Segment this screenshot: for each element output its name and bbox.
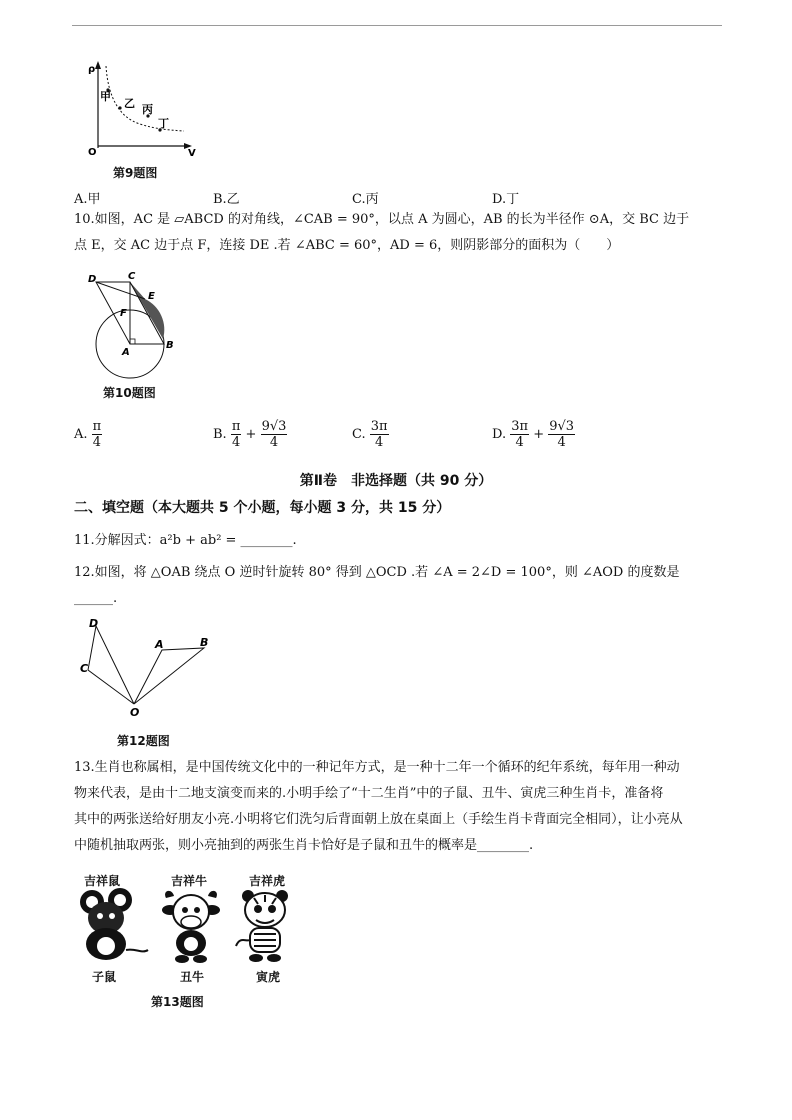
q10-label-d: D [88, 274, 97, 285]
q10-option-d-den: 4 [515, 435, 524, 450]
q12-label-c: C [80, 662, 89, 675]
section-fill-in-title: 二、填空题（本大题共 5 个小题，每小题 3 分，共 15 分） [74, 500, 451, 516]
q12-label-o: O [130, 706, 140, 719]
q9-graph [80, 58, 200, 160]
q10-option-d-label: D. [492, 427, 507, 442]
q10-option-b-den2: 4 [269, 435, 279, 450]
q10-option-b [213, 419, 287, 450]
q10-option-d-plus: + [533, 427, 545, 442]
q10-option-a-num: π [92, 419, 102, 434]
q12-label-a: A [155, 638, 164, 651]
q10-option-a-fraction [92, 419, 103, 450]
q9-label-bing: 丙 [142, 103, 153, 116]
q13-card-rat-name: 子鼠 [92, 970, 117, 984]
q10-option-c-num: 3π [370, 419, 388, 434]
part2-title: 第Ⅱ卷 非选择题（共 90 分） [299, 473, 493, 489]
ox-icon [158, 888, 224, 964]
q9-option-c: C.丙 [352, 192, 379, 207]
q10-label-c: C [128, 271, 136, 282]
q9-label-ding: 丁 [158, 117, 169, 130]
q10-option-c-fraction [370, 419, 389, 450]
q10-option-d-fraction-2 [548, 419, 575, 450]
q10-option-c [352, 419, 389, 450]
q13-card-rat-title: 吉祥鼠 [84, 874, 121, 888]
q12-triangle-ocd [88, 626, 134, 704]
rat-icon [70, 888, 150, 964]
q12-label-d: D [89, 617, 99, 630]
q13-line-2: 物来代表，是由十二地支演变而来的.小明手绘了“十二生肖”中的子鼠、丑牛、寅虎三种生肖卡，准备将 [74, 786, 664, 801]
q10-option-a-label: A. [74, 427, 88, 442]
q10-option-b-num2: 9√3 [261, 419, 287, 434]
q10-option-d-num: 3π [511, 419, 529, 434]
q9-label-y: ρ [88, 64, 96, 75]
q10-option-c-label: C. [352, 427, 366, 442]
q13-card-tiger-name: 寅虎 [256, 970, 281, 984]
q12-figure [76, 612, 216, 722]
q13-caption: 第13题图 [151, 995, 204, 1009]
q10-caption: 第10题图 [103, 386, 156, 400]
q10-label-f: F [120, 308, 127, 319]
q10-option-d-num2: 9√3 [549, 419, 575, 434]
q13-card-ox-name: 丑牛 [180, 970, 205, 984]
q9-option-a: A.甲 [74, 192, 101, 207]
q10-label-b: B [166, 340, 174, 351]
q12-line-2: ______. [74, 591, 118, 606]
q12-line-1: 12.如图，将 △OAB 绕点 O 逆时针旋转 80° 得到 △OCD .若 ∠A = 2∠D = 100°，则 ∠AOD 的度数是 [74, 565, 680, 580]
q9-label-jia: 甲 [100, 90, 111, 103]
header-rule [72, 25, 722, 26]
q10-option-b-plus: + [245, 427, 257, 442]
q13-line-1: 13.生肖也称属相，是中国传统文化中的一种记年方式，是一种十二年一个循环的纪年系统，每年用一种动 [74, 760, 680, 775]
q10-figure [86, 268, 186, 380]
q10-option-b-num: π [231, 419, 241, 434]
q12-label-b: B [200, 636, 209, 649]
q9-label-x: V [188, 148, 196, 159]
q10-option-b-fraction-1 [231, 419, 242, 450]
q9-option-b: B.乙 [213, 192, 240, 207]
q12-triangle-oab [134, 648, 204, 704]
q9-y-arrow [95, 61, 101, 69]
q10-label-e: E [148, 291, 155, 302]
q10-option-b-den: 4 [231, 435, 241, 450]
q10-line-2: 点 E，交 AC 边于点 F，连接 DE .若 ∠ABC = 60°，AD = 6，则阴影部分的面积为（ ） [74, 238, 620, 253]
q9-option-d: D.丁 [492, 192, 520, 207]
q10-line-1: 10.如图，AC 是 ▱ABCD 的对角线，∠CAB = 90°，以点 A 为圆心，AB 的长为半径作 ⊙A，交 BC 边于 [74, 212, 690, 227]
q10-right-angle [130, 339, 135, 344]
q10-label-a: A [122, 347, 130, 358]
q9-point-yi [118, 106, 121, 109]
q10-option-b-label: B. [213, 427, 227, 442]
q9-label-yi: 乙 [124, 97, 135, 110]
q10-option-d [492, 419, 575, 450]
q10-segment-de [96, 282, 145, 299]
q10-option-a [74, 419, 102, 450]
q9-caption: 第9题图 [113, 166, 158, 180]
q10-option-b-fraction-2 [261, 419, 288, 450]
q10-option-d-den2: 4 [557, 435, 566, 450]
q13-card-tiger-title: 吉祥虎 [249, 874, 286, 888]
q13-line-4: 中随机抽取两张，则小亮抽到的两张生肖卡恰好是子鼠和丑牛的概率是________. [74, 838, 534, 853]
q10-option-d-fraction-1 [510, 419, 529, 450]
q9-label-origin: O [88, 147, 97, 158]
q13-card-ox-title: 吉祥牛 [171, 874, 208, 888]
q11-text: 11.分解因式：a²b + ab² = ________. [74, 533, 297, 548]
q10-option-a-den: 4 [92, 435, 102, 450]
q10-option-c-den: 4 [375, 435, 384, 450]
tiger-icon [232, 888, 298, 964]
q13-line-3: 其中的两张送给好朋友小亮.小明将它们洗匀后背面朝上放在桌面上（手绘生肖卡背面完全相同），让小亮从 [74, 812, 683, 827]
q12-caption: 第12题图 [117, 734, 170, 748]
q9-curve [106, 66, 184, 131]
